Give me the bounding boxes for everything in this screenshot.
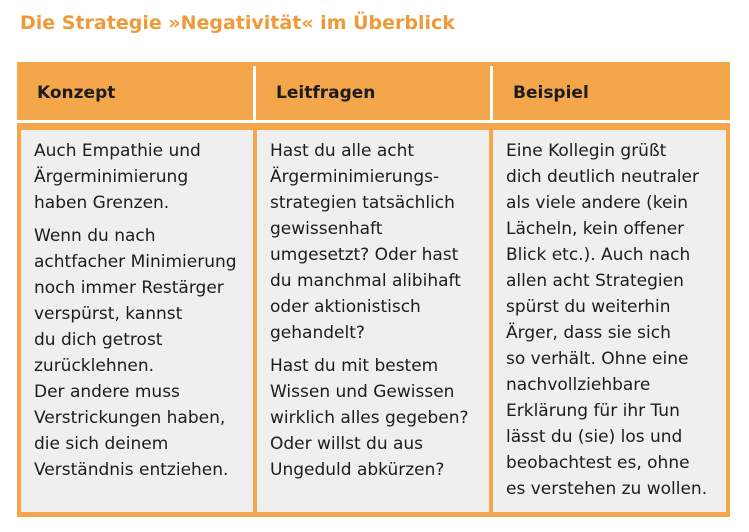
leitfragen-paragraph: Hast du alle acht Ärgerminimierungs- strategien tatsächlich gewissenhaft umgesetzt? Oder hast du manchmal alibihaft oder aktionistisch gehandelt?: [270, 141, 461, 343]
cell-beispiel: [493, 130, 726, 512]
beispiel-paragraph: Eine Kollegin grüßt dich deutlich neutraler als viele andere (kein Lächeln, kein offener Blick etc.). Auch nach allen acht Strategien spürst du weiterhin Ärger, dass sie sich so verhält. Ohne eine nachvollziehbare Erklärung für ihr Tun lässt du (sie) los und beobachtest es, ohne es verstehen zu wollen.: [506, 141, 708, 499]
overview-table: [17, 62, 730, 517]
konzept-paragraph: Auch Empathie und Ärgerminimierung haben Grenzen.: [34, 141, 201, 213]
header-leitfragen: Leitfragen: [256, 66, 490, 120]
header-rule: [17, 120, 730, 123]
cell-leitfragen: [257, 130, 489, 512]
page-title: Die Strategie »Negativität« im Überblick: [20, 12, 455, 34]
header-konzept: Konzept: [17, 66, 253, 120]
cell-konzept: [21, 130, 253, 512]
header-beispiel: Beispiel: [493, 66, 730, 120]
konzept-paragraph: Wenn du nach achtfacher Minimierung noch immer Restärger verspürst, kannst du dich getrost zurücklehnen. Der andere muss Verstrickungen haben, die sich deinem Verständnis entziehen.: [34, 226, 237, 480]
leitfragen-paragraph: Hast du mit bestem Wissen und Gewissen wirklich alles gegeben? Oder willst du aus Ungeduld abkürzen?: [270, 356, 469, 480]
